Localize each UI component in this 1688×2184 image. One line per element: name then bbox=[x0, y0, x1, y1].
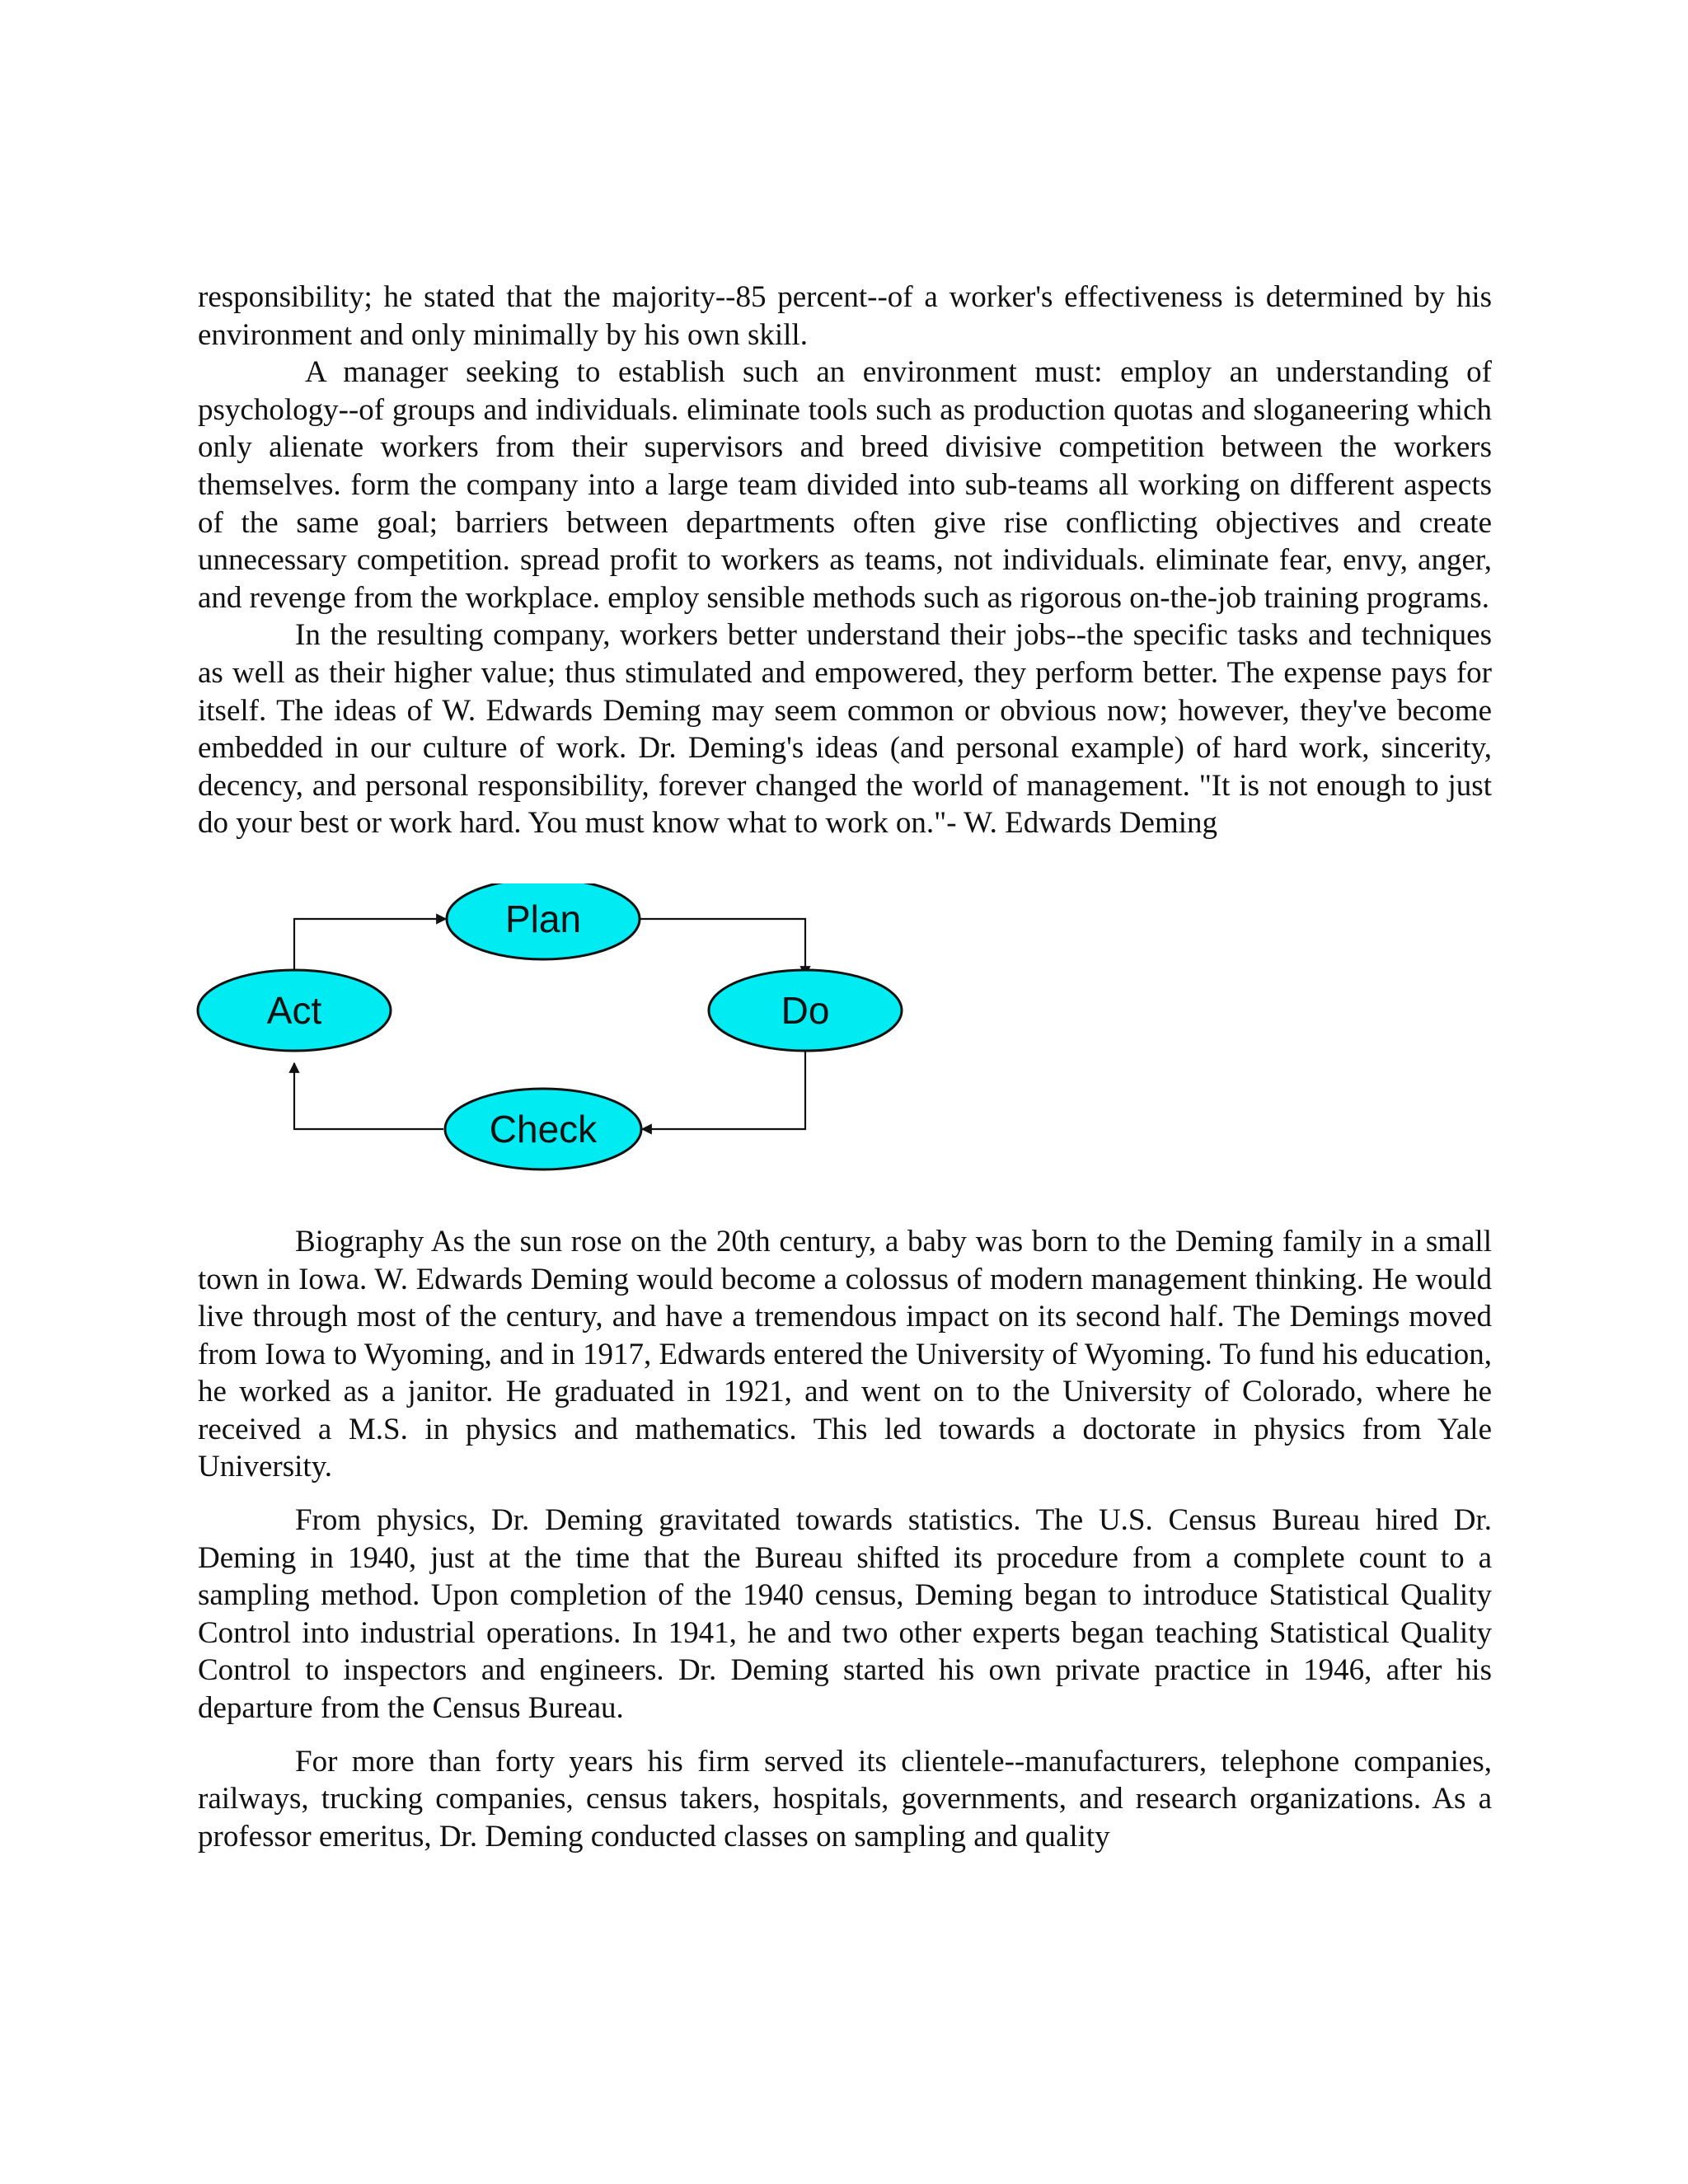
connector-act-to-plan bbox=[294, 919, 446, 974]
paragraph-physics-statistics: From physics, Dr. Deming gravitated towards statistics. The U.S. Census Bureau hired Dr. Deming in 1940, just at the time that the Bureau shifted its procedure from a complete count to a sampling method. Upon completion of the 1940 census, Deming began to introduce Statistical Quality Control into industrial operations. In 1941, he and two other experts began teaching Statistical Quality Control to inspectors and engineers. Dr. Deming started his own private practice in 1946, after his departure from the Census Bureau. bbox=[198, 1503, 1492, 1726]
node-check-label: Check bbox=[489, 1107, 598, 1151]
node-do bbox=[709, 970, 902, 1051]
node-act-label: Act bbox=[266, 988, 322, 1032]
pdca-diagram-svg bbox=[194, 883, 935, 1188]
document-page bbox=[198, 279, 1492, 1855]
paragraph-manager-environment: A manager seeking to establish such an environment must: employ an understanding of psychology--of groups and individuals. eliminate tools such as production quotas and sloganeering which only alienate workers from their supervisors and breed divisive competition between the workers themselves. form the company into a large team divided into sub-teams all working on different aspects of the same goal; barriers between departments often give rise conflicting objectives and create unnecessary competition. spread profit to workers as teams, not individuals. eliminate fear, envy, anger, and revenge from the workplace. employ sensible methods such as rigorous on-the-job training programs. bbox=[198, 355, 1492, 615]
pdca-cycle-diagram bbox=[194, 883, 935, 1188]
node-plan bbox=[447, 883, 640, 959]
node-check bbox=[445, 1089, 641, 1169]
paragraph-biography: Biography As the sun rose on the 20th century, a baby was born to the Deming family in a small town in Iowa. W. Edwards Deming would become a colossus of modern management thinking. He would live through most of the century, and have a tremendous impact on its second half. The Demings moved from Iowa to Wyoming, and in 1917, Edwards entered the University of Wyoming. To fund his education, he worked as a janitor. He graduated in 1921, and went on to the University of Colorado, where he received a M.S. in physics and mathematics. This led towards a doctorate in physics from Yale University. bbox=[198, 1224, 1492, 1484]
node-plan-label: Plan bbox=[504, 897, 582, 940]
paragraph-responsibility: responsibility; he stated that the majority--85 percent--of a worker's effectiveness is determined by his environment and only minimally by his own skill. bbox=[198, 280, 1492, 352]
paragraph-firm-clientele: For more than forty years his firm served its clientele--manufacturers, telephone companies, railways, trucking companies, census takers, hospitals, governments, and research organizations. As a professor emeritus, Dr. Deming conducted classes on sampling and quality bbox=[198, 1744, 1492, 1854]
connector-plan-to-do bbox=[640, 919, 805, 976]
node-do-label: Do bbox=[781, 988, 830, 1032]
node-act bbox=[198, 970, 391, 1051]
connector-check-to-act bbox=[294, 1063, 443, 1129]
connector-do-to-check bbox=[642, 1045, 805, 1129]
paragraph-resulting-company: In the resulting company, workers better understand their jobs--the specific tasks and techniques as well as their higher value; thus stimulated and empowered, they perform better. The expense pays for itself. The ideas of W. Edwards Deming may seem common or obvious now; however, they've become embedded in our culture of work. Dr. Deming's ideas (and personal example) of hard work, sincerity, decency, and personal responsibility, forever changed the world of management. "It is not enough to just do your best or work hard. You must know what to work on."- W. Edwards Deming bbox=[198, 618, 1492, 841]
